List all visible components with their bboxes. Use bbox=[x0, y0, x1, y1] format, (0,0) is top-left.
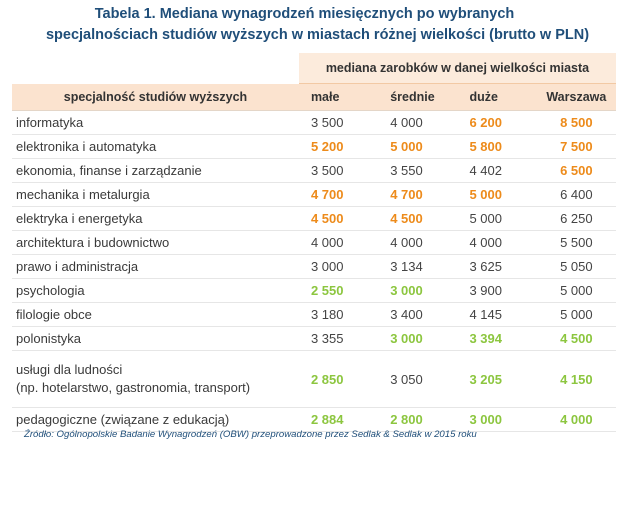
specialty-cell bbox=[12, 159, 299, 183]
value-large: 4 402 bbox=[457, 159, 536, 183]
table-row bbox=[12, 135, 616, 159]
value-medium: 3 550 bbox=[378, 159, 457, 183]
specialty-name: prawo i administracja bbox=[16, 258, 139, 274]
value-small: 3 500 bbox=[299, 111, 378, 135]
value-warsaw: 4 000 bbox=[537, 408, 616, 432]
specialty-cell bbox=[12, 255, 299, 279]
value-large: 3 900 bbox=[457, 279, 536, 303]
value-small: 4 500 bbox=[299, 207, 378, 231]
table-row bbox=[12, 303, 616, 327]
value-medium: 3 050 bbox=[378, 351, 457, 408]
value-large: 3 205 bbox=[457, 351, 536, 408]
value-small: 3 500 bbox=[299, 159, 378, 183]
specialty-name: elektryka i energetyka bbox=[16, 210, 143, 226]
specialty-name: informatyka bbox=[16, 114, 84, 130]
value-medium: 4 500 bbox=[378, 207, 457, 231]
specialty-name: architektura i budownictwo bbox=[16, 234, 170, 250]
group-header-row bbox=[12, 53, 616, 84]
specialty-cell bbox=[12, 231, 299, 255]
specialty-cell bbox=[12, 135, 299, 159]
column-header-specialty: specjalność studiów wyższych bbox=[12, 84, 299, 111]
group-header: mediana zarobków w danej wielkości miasta bbox=[299, 53, 616, 84]
value-warsaw: 5 050 bbox=[537, 255, 616, 279]
value-warsaw: 7 500 bbox=[537, 135, 616, 159]
table-row bbox=[12, 327, 616, 351]
specialty-name: filologie obce bbox=[16, 306, 92, 322]
title-line-2: specjalnościach studiów wyższych w miastach różnej wielkości (brutto w PLN) bbox=[45, 27, 590, 43]
value-warsaw: 4 150 bbox=[537, 351, 616, 408]
specialty-cell bbox=[12, 351, 299, 408]
specialty-cell bbox=[12, 279, 299, 303]
value-warsaw: 8 500 bbox=[537, 111, 616, 135]
value-medium: 4 000 bbox=[378, 111, 457, 135]
value-medium: 3 000 bbox=[378, 279, 457, 303]
table-title bbox=[0, 4, 635, 46]
table-row bbox=[12, 231, 616, 255]
value-small: 4 000 bbox=[299, 231, 378, 255]
value-small: 2 850 bbox=[299, 351, 378, 408]
value-medium: 3 000 bbox=[378, 327, 457, 351]
value-warsaw: 6 400 bbox=[537, 183, 616, 207]
table-row bbox=[12, 111, 616, 135]
value-small: 3 355 bbox=[299, 327, 378, 351]
table-row bbox=[12, 408, 616, 432]
column-header-medium: średnie bbox=[378, 84, 457, 111]
specialty-cell bbox=[12, 408, 299, 432]
specialty-name: pedagogiczne (związane z edukacją) bbox=[16, 411, 230, 427]
table-row bbox=[12, 207, 616, 231]
specialty-name: mechanika i metalurgia bbox=[16, 186, 150, 202]
value-medium: 4 000 bbox=[378, 231, 457, 255]
specialty-name-detail: (np. hotelarstwo, gastronomia, transport) bbox=[16, 380, 251, 395]
value-small: 3 000 bbox=[299, 255, 378, 279]
value-warsaw: 5 500 bbox=[537, 231, 616, 255]
value-warsaw: 4 500 bbox=[537, 327, 616, 351]
specialty-cell bbox=[12, 183, 299, 207]
source-note: Źródło: Ogólnopolskie Badanie Wynagrodzeń (OBW) przeprowadzone przez Sedlak & Sedlak w 2015 roku bbox=[24, 429, 477, 440]
specialty-name: elektronika i automatyka bbox=[16, 138, 157, 154]
value-medium: 5 000 bbox=[378, 135, 457, 159]
value-large: 4 000 bbox=[457, 231, 536, 255]
value-medium: 2 800 bbox=[378, 408, 457, 432]
value-warsaw: 5 000 bbox=[537, 279, 616, 303]
table-row bbox=[12, 255, 616, 279]
value-warsaw: 6 500 bbox=[537, 159, 616, 183]
specialty-cell bbox=[12, 303, 299, 327]
column-header-large: duże bbox=[457, 84, 536, 111]
value-large: 6 200 bbox=[457, 111, 536, 135]
table-row bbox=[12, 159, 616, 183]
value-medium: 3 134 bbox=[378, 255, 457, 279]
value-medium: 3 400 bbox=[378, 303, 457, 327]
specialty-cell bbox=[12, 327, 299, 351]
value-large: 5 000 bbox=[457, 207, 536, 231]
value-small: 3 180 bbox=[299, 303, 378, 327]
title-line-1: Tabela 1. Mediana wynagrodzeń miesięcznych po wybranych bbox=[94, 6, 515, 22]
value-small: 5 200 bbox=[299, 135, 378, 159]
value-large: 3 000 bbox=[457, 408, 536, 432]
table-row bbox=[12, 351, 616, 408]
column-header-warsaw: Warszawa bbox=[537, 84, 616, 111]
value-small: 2 884 bbox=[299, 408, 378, 432]
group-header-spacer bbox=[12, 53, 299, 84]
value-large: 5 800 bbox=[457, 135, 536, 159]
value-medium: 4 700 bbox=[378, 183, 457, 207]
column-header-row bbox=[12, 84, 616, 111]
specialty-name: usługi dla ludności bbox=[16, 362, 123, 377]
value-large: 3 625 bbox=[457, 255, 536, 279]
table-row bbox=[12, 183, 616, 207]
value-large: 3 394 bbox=[457, 327, 536, 351]
salary-table bbox=[12, 53, 616, 432]
table-row bbox=[12, 279, 616, 303]
value-warsaw: 6 250 bbox=[537, 207, 616, 231]
value-large: 4 145 bbox=[457, 303, 536, 327]
specialty-name: ekonomia, finanse i zarządzanie bbox=[16, 162, 202, 178]
specialty-name: psychologia bbox=[16, 282, 85, 298]
specialty-cell bbox=[12, 111, 299, 135]
column-header-small: małe bbox=[299, 84, 378, 111]
value-large: 5 000 bbox=[457, 183, 536, 207]
value-small: 2 550 bbox=[299, 279, 378, 303]
specialty-name: polonistyka bbox=[16, 330, 82, 346]
value-small: 4 700 bbox=[299, 183, 378, 207]
value-warsaw: 5 000 bbox=[537, 303, 616, 327]
specialty-cell bbox=[12, 207, 299, 231]
